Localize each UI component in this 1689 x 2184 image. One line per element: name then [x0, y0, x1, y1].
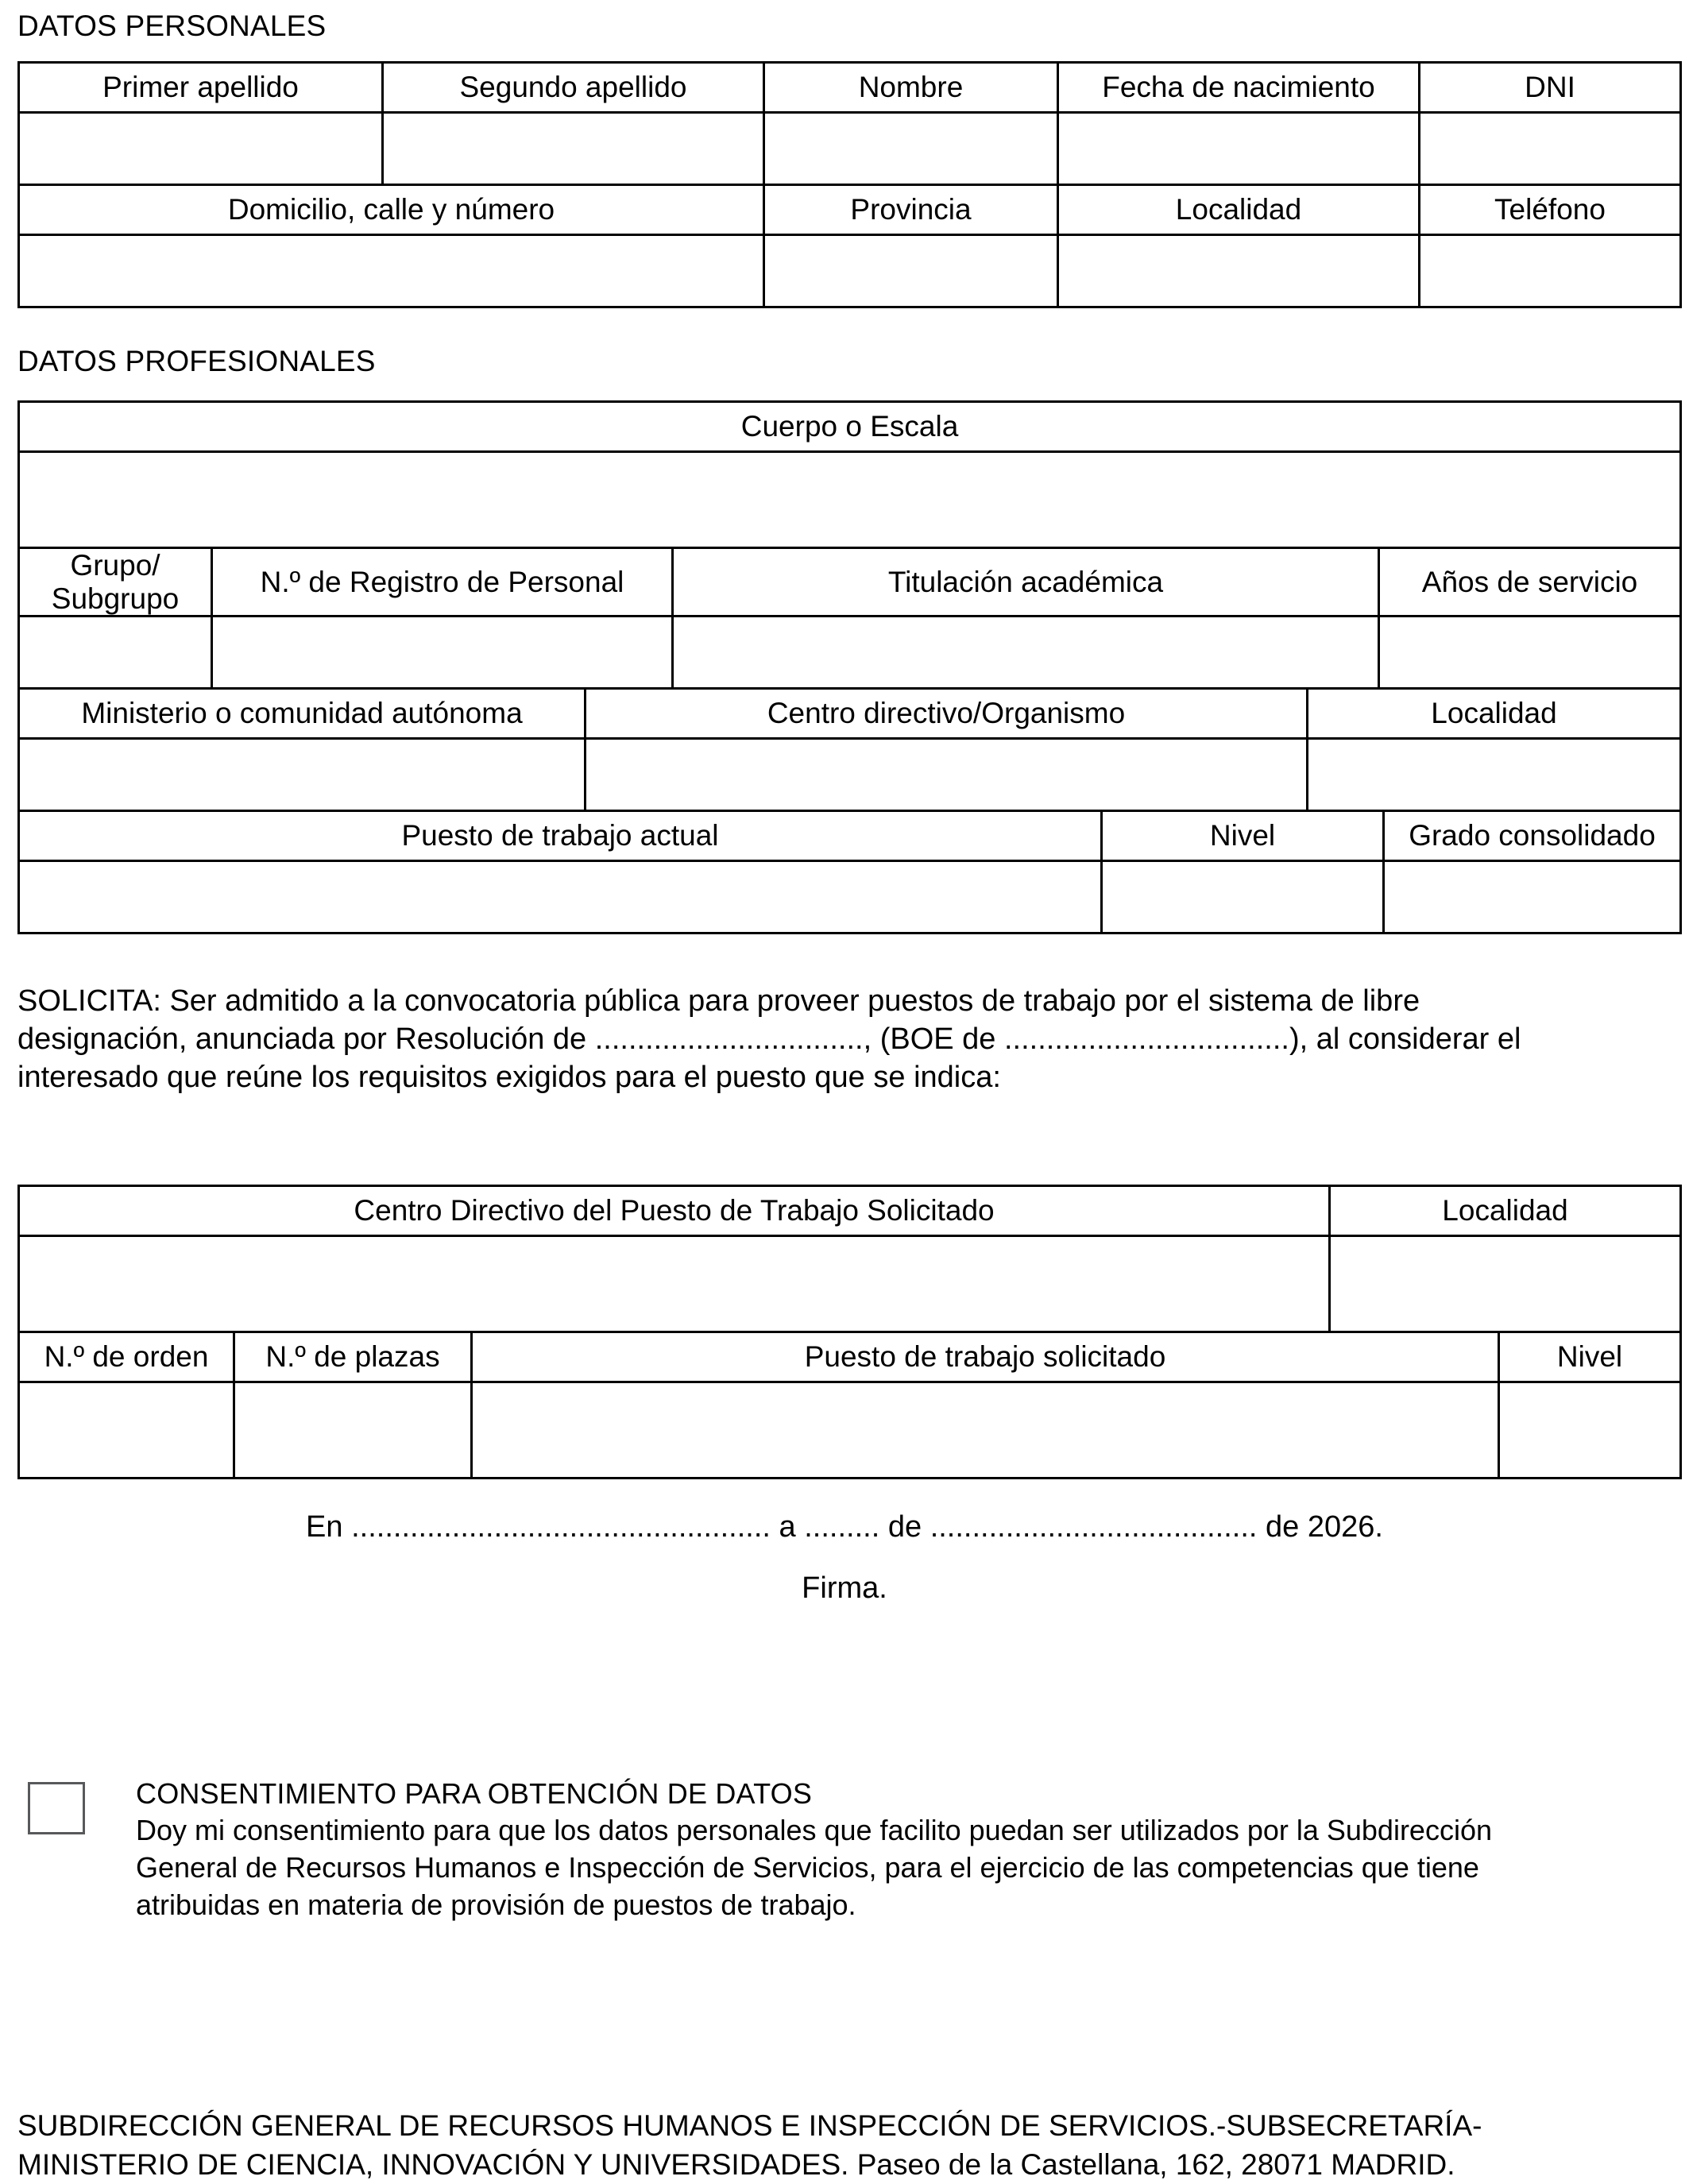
- header-telefono: Teléfono: [1420, 184, 1681, 234]
- header-puesto-solicitado: Puesto de trabajo solicitado: [472, 1332, 1499, 1382]
- field-dni[interactable]: [1420, 112, 1681, 184]
- consent-text-block: [136, 1776, 1492, 1924]
- signature-de-label-2: de: [1266, 1509, 1300, 1544]
- table-row: [19, 452, 1681, 548]
- header-centro-directivo: Centro directivo/Organismo: [586, 688, 1308, 738]
- field-segundo-apellido[interactable]: [383, 112, 764, 184]
- header-localidad: Localidad: [1058, 184, 1420, 234]
- footer-address: [17, 2107, 1673, 2184]
- solicita-text-2c: ), al considerar el: [1289, 1022, 1521, 1057]
- signature-a-label: a: [779, 1509, 796, 1544]
- solicita-text-3: interesado que reúne los requisitos exigidos para el puesto que se indica:: [17, 1061, 1001, 1095]
- field-grado-consolidado[interactable]: [1384, 860, 1681, 933]
- consent-body: [136, 1812, 1492, 1923]
- field-fecha-nacimiento[interactable]: [1058, 112, 1420, 184]
- personal-section-heading: DATOS PERSONALES: [17, 10, 327, 42]
- requested-position-table: [17, 1331, 1682, 1479]
- field-ministerio[interactable]: [19, 738, 586, 810]
- field-numero-plazas[interactable]: [234, 1382, 472, 1478]
- table-row: [19, 1382, 1681, 1478]
- requested-center-table: [17, 1185, 1682, 1333]
- table-row: [19, 810, 1681, 860]
- consent-title: CONSENTIMIENTO PARA OBTENCIÓN DE DATOS: [136, 1776, 813, 1810]
- header-grupo-subgrupo: [19, 548, 212, 617]
- signature-place-dots[interactable]: ..................................................: [351, 1509, 771, 1544]
- field-puesto-actual[interactable]: [19, 860, 1102, 933]
- table-row: [19, 62, 1681, 112]
- table-row: [19, 1185, 1681, 1235]
- field-nrp[interactable]: [212, 616, 673, 688]
- field-anos-servicio[interactable]: [1379, 616, 1681, 688]
- header-domicilio: Domicilio, calle y número: [19, 184, 764, 234]
- header-ministerio: Ministerio o comunidad autónoma: [19, 688, 586, 738]
- signature-day-dots[interactable]: .........: [804, 1509, 880, 1544]
- signature-de-label-1: de: [887, 1509, 922, 1544]
- table-row: [19, 1235, 1681, 1332]
- table-row: [19, 860, 1681, 933]
- consent-checkbox[interactable]: [28, 1782, 85, 1834]
- header-nrp: N.º de Registro de Personal: [212, 548, 673, 617]
- field-numero-orden[interactable]: [19, 1382, 234, 1478]
- signature-date-line: [0, 1508, 1689, 1547]
- solicita-dots-boe: ..................................: [1004, 1022, 1289, 1057]
- signature-year: 2026.: [1307, 1509, 1383, 1544]
- field-nivel-solicitado[interactable]: [1499, 1382, 1681, 1478]
- header-segundo-apellido: Segundo apellido: [383, 62, 764, 112]
- field-grupo-subgrupo[interactable]: [19, 616, 212, 688]
- consent-body-line-2: General de Recursos Humanos e Inspección de Servicios, para el ejercicio de las competencias que tiene: [136, 1851, 1479, 1884]
- header-grado-consolidado: Grado consolidado: [1384, 810, 1681, 860]
- table-row: [19, 234, 1681, 307]
- header-numero-plazas: N.º de plazas: [234, 1332, 472, 1382]
- field-puesto-solicitado[interactable]: [472, 1382, 1499, 1478]
- current-position-table: [17, 810, 1682, 934]
- field-titulacion[interactable]: [673, 616, 1379, 688]
- table-row: [19, 616, 1681, 688]
- solicita-line-2: [17, 1020, 1667, 1058]
- solicita-text-2a: designación, anunciada por Resolución de: [17, 1022, 587, 1057]
- field-telefono[interactable]: [1420, 234, 1681, 307]
- field-domicilio[interactable]: [19, 234, 764, 307]
- header-localidad-profesional: Localidad: [1308, 688, 1681, 738]
- field-localidad-profesional[interactable]: [1308, 738, 1681, 810]
- solicita-text-1: SOLICITA: Ser admitido a la convocatoria pública para proveer puestos de trabajo por el sistema de libre: [17, 984, 1420, 1018]
- solicita-text-2b: , (BOE de: [863, 1022, 996, 1057]
- header-provincia: Provincia: [764, 184, 1058, 234]
- header-cuerpo-escala: Cuerpo o Escala: [19, 402, 1681, 452]
- header-puesto-actual: Puesto de trabajo actual: [19, 810, 1102, 860]
- field-cuerpo-escala[interactable]: [19, 452, 1681, 548]
- table-row: [19, 112, 1681, 184]
- header-grupo-line2: Subgrupo: [51, 582, 180, 615]
- solicita-paragraph: [17, 982, 1667, 1097]
- solicita-line-1: [17, 982, 1667, 1020]
- signature-en-label: En: [306, 1509, 343, 1544]
- header-centro-directivo-solicitado: Centro Directivo del Puesto de Trabajo Solicitado: [19, 1185, 1330, 1235]
- table-row: [19, 688, 1681, 738]
- header-dni: DNI: [1420, 62, 1681, 112]
- table-row: [19, 184, 1681, 234]
- header-fecha-nacimiento: Fecha de nacimiento: [1058, 62, 1420, 112]
- consent-body-line-1: Doy mi consentimiento para que los datos personales que facilito puedan ser utilizados por la Subdirección: [136, 1814, 1492, 1847]
- solicita-line-3: [17, 1058, 1667, 1096]
- header-localidad-solicitada: Localidad: [1330, 1185, 1681, 1235]
- field-primer-apellido[interactable]: [19, 112, 383, 184]
- professional-section-heading: DATOS PROFESIONALES: [17, 344, 376, 377]
- field-centro-directivo[interactable]: [586, 738, 1308, 810]
- footer-line-1: SUBDIRECCIÓN GENERAL DE RECURSOS HUMANOS E INSPECCIÓN DE SERVICIOS.-SUBSECRETARÍA-: [17, 2109, 1482, 2142]
- personal-data-table: [17, 61, 1682, 308]
- consent-body-line-3: atribuidas en materia de provisión de puestos de trabajo.: [136, 1888, 856, 1921]
- table-row: [19, 548, 1681, 617]
- field-centro-directivo-solicitado[interactable]: [19, 1235, 1330, 1332]
- consent-section: [28, 1776, 1667, 1924]
- header-nivel-solicitado: Nivel: [1499, 1332, 1681, 1382]
- professional-data-table: [17, 400, 1682, 690]
- header-primer-apellido: Primer apellido: [19, 62, 383, 112]
- header-grupo-line1: Grupo/: [70, 549, 160, 582]
- field-nivel-actual[interactable]: [1102, 860, 1384, 933]
- header-anos-servicio: Años de servicio: [1379, 548, 1681, 617]
- header-titulacion: Titulación académica: [673, 548, 1379, 617]
- footer-line-2: MINISTERIO DE CIENCIA, INNOVACIÓN Y UNIVERSIDADES. Paseo de la Castellana, 162, 28071 MADRID.: [17, 2147, 1455, 2181]
- professional-location-table: [17, 687, 1682, 812]
- field-nombre[interactable]: [764, 112, 1058, 184]
- header-nombre: Nombre: [764, 62, 1058, 112]
- solicita-dots-resolucion: ................................: [594, 1022, 864, 1057]
- firma-label: Firma.: [802, 1571, 887, 1606]
- signature-month-dots[interactable]: .......................................: [930, 1509, 1258, 1544]
- field-localidad[interactable]: [1058, 234, 1420, 307]
- table-row: [19, 738, 1681, 810]
- field-provincia[interactable]: [764, 234, 1058, 307]
- table-row: [19, 402, 1681, 452]
- header-numero-orden: N.º de orden: [19, 1332, 234, 1382]
- field-localidad-solicitada[interactable]: [1330, 1235, 1681, 1332]
- header-nivel-actual: Nivel: [1102, 810, 1384, 860]
- table-row: [19, 1332, 1681, 1382]
